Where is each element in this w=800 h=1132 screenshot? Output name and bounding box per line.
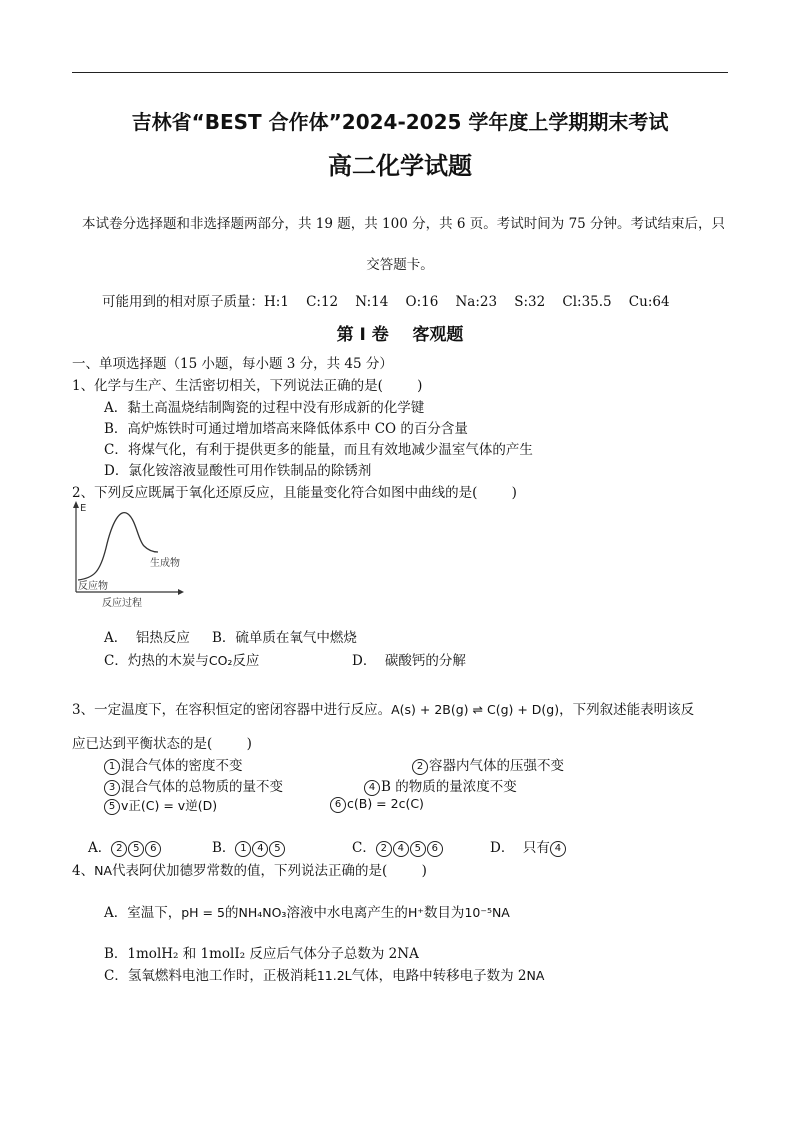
x-axis-arrow-icon (178, 589, 184, 595)
q3-stem: 3、一定温度下，在容积恒定的密闭容器中进行反应。A(s) + 2B(g) ⇌ C(g) + D(g)，下列叙述能表明该反 (72, 702, 695, 718)
energy-curve (78, 513, 158, 580)
q4-option-c: C．氢氧燃料电池工作时，正极消耗11.2L气体，电路中转移电子数为 2NA (104, 968, 545, 984)
q1-option-c: C．将煤气化，有利于提供更多的能量，而且有效地减少温室气体的产生 (104, 442, 533, 458)
instructions-line2: 交答题卡。 (366, 257, 434, 273)
q3-option-b: B． 1 4 5 (212, 836, 286, 857)
q1-option-d: D．氯化铵溶液显酸性可用作铁制品的除锈剂 (104, 463, 372, 479)
y-axis-label: E (80, 503, 87, 514)
x-axis-label: 反应过程 (102, 598, 142, 609)
energy-profile-diagram (66, 500, 184, 610)
reactant-label: 反应物 (78, 581, 108, 592)
q3-option-a: A． 2 5 6 (88, 836, 162, 857)
atomic-masses: 可能用到的相对原子质量：H:1 C:12 N:14 O:16 Na:23 S:32 Cl:35.5 Cu:64 (102, 294, 670, 310)
q3-statement-6: 6 c(B) = 2c(C) (330, 796, 424, 813)
q3-statement-3: 3 混合气体的总物质的量不变 (104, 775, 283, 796)
exam-title: 吉林省“BEST 合作体”2024-2025 学年度上学期期末考试 (131, 110, 669, 134)
q2-option-b: B．硫单质在氧气中燃烧 (212, 630, 357, 646)
q4-stem: 4、NA代表阿伏加德罗常数的值，下列说法正确的是( ) (72, 863, 427, 879)
instructions-line1: 本试卷分选择题和非选择题两部分，共 19 题，共 100 分，共 6 页。考试时间为 75 分钟。考试结束后，只 (82, 216, 726, 232)
q4-option-a: A．室温下，pH = 5的NH₄NO₃溶液中水电离产生的H⁺数目为10⁻⁵NA (104, 905, 510, 921)
section-title: 第 Ⅰ 卷 客观题 (336, 325, 464, 345)
exam-subtitle: 高二化学试题 (328, 152, 472, 180)
q1-option-a: A．黏土高温烧结制陶瓷的过程中没有形成新的化学键 (104, 400, 425, 416)
q3-equation: A(s) + 2B(g) ⇌ C(g) + D(g) (391, 702, 560, 717)
q3-statement-1: 1 混合气体的密度不变 (104, 754, 243, 775)
q2-stem: 2、下列反应既属于氧化还原反应，且能量变化符合如图中曲线的是( ) (72, 485, 517, 501)
q2-option-c: C．灼热的木炭与CO₂反应 (104, 653, 260, 669)
part1-heading: 一、单项选择题（15 小题，每小题 3 分，共 45 分） (72, 356, 393, 372)
product-label: 生成物 (150, 558, 180, 569)
q3-statement-4: 4 B 的物质的量浓度不变 (364, 775, 517, 796)
q1-option-b: B．高炉炼铁时可通过增加塔高来降低体系中 CO 的百分含量 (104, 421, 468, 437)
q1-stem: 1、化学与生产、生活密切相关，下列说法正确的是( ) (72, 378, 423, 394)
q4-option-b: B．1molH₂ 和 1molI₂ 反应后气体分子总数为 2NA (104, 946, 419, 962)
q3-statement-2: 2 容器内气体的压强不变 (412, 754, 564, 775)
q3-option-d: D． 只有 4 (490, 836, 567, 857)
y-axis-arrow-icon (73, 501, 79, 508)
q2-option-a: A． 铝热反应 (104, 630, 190, 646)
header-rule (72, 72, 728, 73)
q2-option-d: D． 碳酸钙的分解 (352, 653, 466, 669)
q3-statement-5: 5 v正(C) = v逆(D) (104, 796, 217, 815)
q3-stem-line2: 应已达到平衡状态的是( ) (72, 736, 252, 752)
q3-option-c: C． 2 4 5 6 (352, 836, 444, 857)
